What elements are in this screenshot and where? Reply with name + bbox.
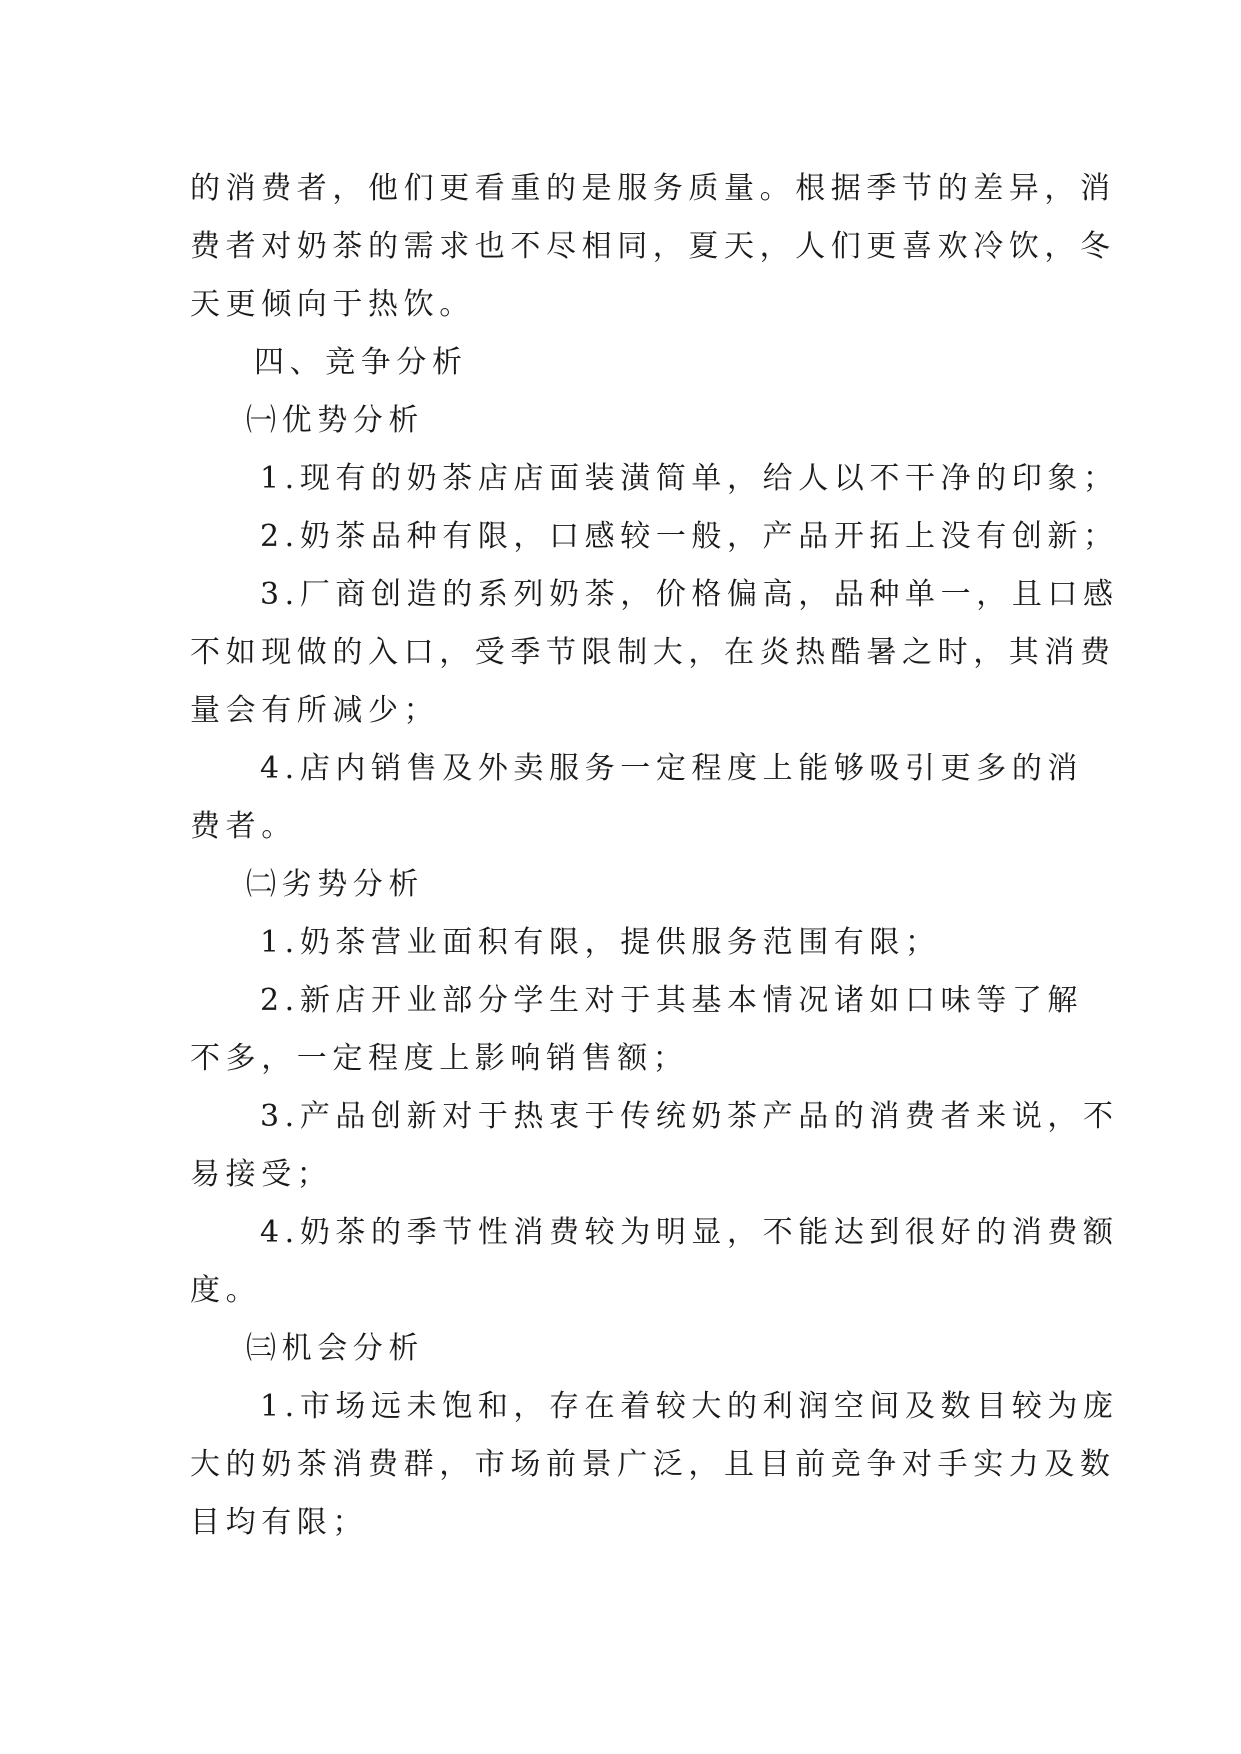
list-item: 1.现有的奶茶店店面装潢简单，给人以不干净的印象； [260, 461, 1119, 496]
list-item: 3.厂商创造的系列奶茶，价格偏高，品种单一，且口感 [260, 577, 1119, 612]
list-item-continuation: 易接受； [190, 1157, 333, 1192]
list-item: 1.市场远未饱和，存在着较大的利润空间及数目较为庞 [260, 1389, 1119, 1424]
subsection-heading-opportunities: ㈢机会分析 [246, 1331, 424, 1366]
list-item: 4.店内销售及外卖服务一定程度上能够吸引更多的消 [260, 751, 1084, 786]
list-item-continuation: 不多，一定程度上影响销售额； [190, 1041, 689, 1076]
list-item-continuation: 费者。 [190, 809, 297, 844]
list-item-continuation: 量会有所减少； [190, 693, 440, 728]
text-line: 的消费者，他们更看重的是服务质量。根据季节的差异，消 [190, 171, 1116, 206]
list-item: 1.奶茶营业面积有限，提供服务范围有限； [260, 925, 941, 960]
list-item: 2.奶茶品种有限，口感较一般，产品开拓上没有创新； [260, 519, 1119, 554]
document-body [190, 160, 1119, 1552]
subsection-heading-weaknesses: ㈡劣势分析 [246, 867, 424, 902]
list-item-continuation: 大的奶茶消费群，市场前景广泛，且目前竞争对手实力及数 [190, 1447, 1116, 1482]
list-item: 2.新店开业部分学生对于其基本情况诸如口味等了解 [260, 983, 1084, 1018]
text-line: 费者对奶茶的需求也不尽相同，夏天，人们更喜欢冷饮，冬 [190, 229, 1116, 264]
list-item-continuation: 目均有限； [190, 1505, 368, 1540]
list-item-continuation: 度。 [190, 1273, 262, 1308]
list-item-continuation: 不如现做的入口，受季节限制大，在炎热酷暑之时，其消费 [190, 635, 1116, 670]
list-item: 3.产品创新对于热衷于传统奶茶产品的消费者来说，不 [260, 1099, 1119, 1134]
text-line: 天更倾向于热饮。 [190, 287, 475, 322]
subsection-heading-strengths: ㈠优势分析 [246, 403, 424, 438]
list-item: 4.奶茶的季节性消费较为明显，不能达到很好的消费额 [260, 1215, 1119, 1250]
section-heading: 四、竞争分析 [254, 345, 468, 380]
